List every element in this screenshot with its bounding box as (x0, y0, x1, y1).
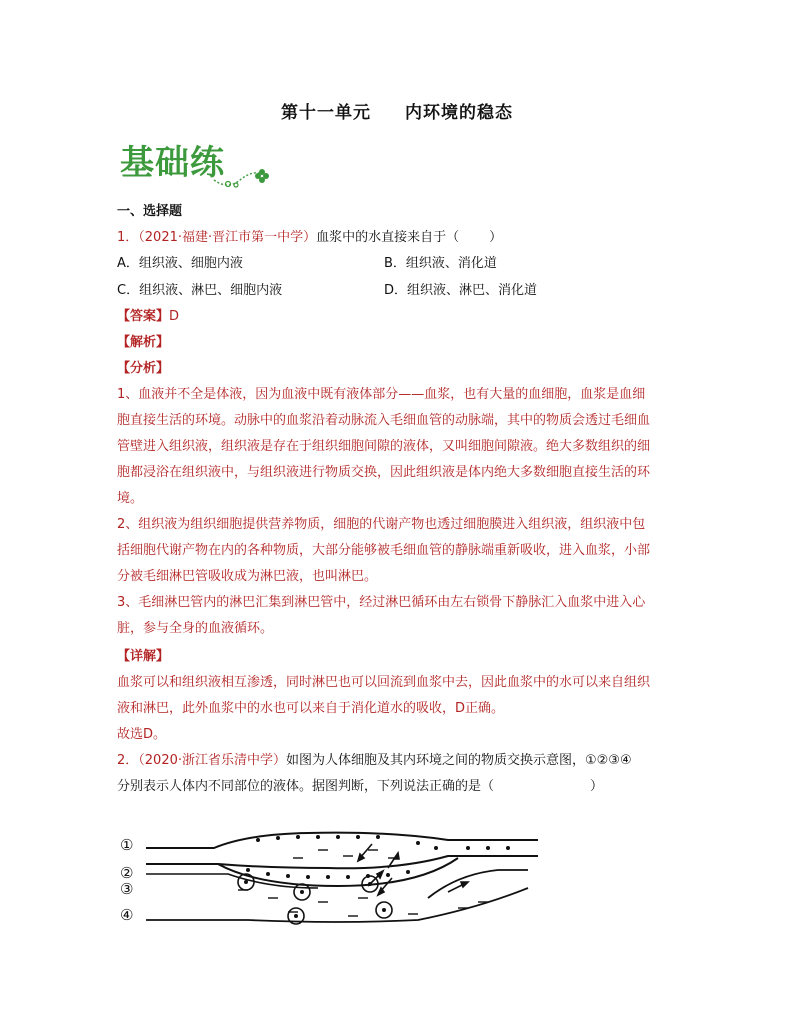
q1-stem-close: ） (489, 230, 503, 245)
q1-stem (117, 229, 502, 247)
q2-stem-text: 如图为人体细胞及其内环境之间的物质交换示意图，①②③④ (286, 753, 632, 768)
clover-vine-icon (210, 158, 272, 190)
badge-label: 基础练 (120, 143, 225, 183)
jiexi-label: 【解析】 (117, 335, 170, 350)
analysis-line: 胞都浸浴在组织液中，与组织液进行物质交换，因此组织液是体内绝大多数细胞直接生活的环 (117, 465, 651, 480)
diagram-label-2: ② (120, 864, 134, 882)
analysis-line: 3、毛细淋巴管内的淋巴汇集到淋巴管中，经过淋巴循环由左右锁骨下静脉汇入血浆中进入心 (117, 595, 646, 610)
analysis-line: 管壁进入组织液，组织液是存在于组织细胞间隙的液体，又叫细胞间隙液。绝大多数组织的细 (117, 439, 651, 454)
xiangjie-label: 【详解】 (117, 649, 170, 664)
q1-source: 1．（2021·福建·晋江市第一中学） (117, 230, 317, 245)
answer-value: D (169, 309, 180, 324)
detail-line: 液和淋巴，此外血浆中的水也可以来自于消化道水的吸收，D正确。 (117, 701, 505, 716)
fenxi-label: 【分析】 (117, 361, 170, 376)
q1-stem-text: 血浆中的水直接来自于（ (316, 230, 460, 245)
analysis-line: 括细胞代谢产物在内的各种物质，大部分能够被毛细血管的静脉端重新吸收，进入血浆，小部 (117, 543, 651, 558)
q2-stem-text-2: 分别表示人体内不同部位的液体。据图判断，下列说法正确的是（ (117, 779, 495, 794)
diagram-label-4: ④ (120, 906, 134, 924)
unit-label: 第十一单元 (281, 103, 371, 123)
diagram-label-1: ① (120, 836, 134, 854)
q2-stem-close: ） (590, 779, 604, 794)
analysis-line: 境。 (117, 491, 144, 506)
detail-line: 血浆可以和组织液相互渗透，同时淋巴也可以回流到血浆中去，因此血浆中的水可以来自组织 (117, 675, 651, 690)
analysis-line: 分被毛细淋巴管吸收成为淋巴液，也叫淋巴。 (117, 569, 378, 584)
analysis-line: 2、组织液为组织细胞提供营养物质，细胞的代谢产物也透过细胞膜进入组织液，组织液中包 (117, 517, 646, 532)
conclusion: 故选D。 (117, 727, 167, 742)
page-title (0, 98, 794, 123)
answer-line (117, 308, 179, 326)
q1-option-a: A．组织液、细胞内液 (117, 256, 243, 271)
q2-stem-line1 (117, 752, 632, 770)
exchange-diagram (118, 828, 548, 932)
q2-source: 2．（2020·浙江省乐清中学） (117, 753, 286, 768)
diagram-label-3: ③ (120, 880, 134, 898)
section-heading: 一、选择题 (117, 204, 183, 219)
q1-option-c: C．组织液、淋巴、细胞内液 (117, 283, 283, 298)
basic-practice-badge (120, 140, 280, 192)
unit-topic: 内环境的稳态 (405, 103, 513, 123)
answer-label: 【答案】 (117, 309, 170, 324)
analysis-line: 脏，参与全身的血液循环。 (117, 621, 274, 636)
q1-option-b: B．组织液、消化道 (384, 256, 497, 271)
analysis-line: 1、血液并不全是体液，因为血液中既有液体部分——血浆，也有大量的血细胞，血浆是血细 (117, 387, 646, 402)
q1-option-d: D．组织液、淋巴、消化道 (384, 283, 538, 298)
analysis-line: 胞直接生活的环境。动脉中的血浆沿着动脉流入毛细血管的动脉端，其中的物质会透过毛细血 (117, 413, 651, 428)
q2-stem-line2 (117, 778, 603, 796)
